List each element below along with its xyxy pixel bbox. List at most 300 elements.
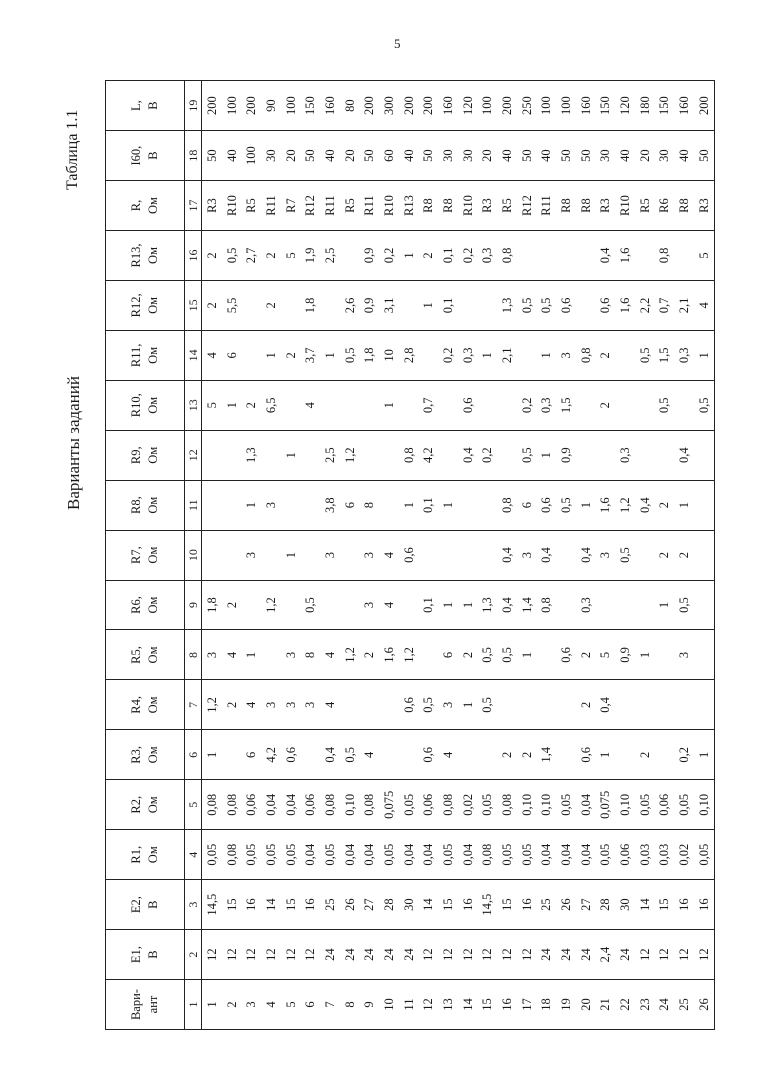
column-number: 10	[185, 530, 202, 580]
table-cell: 0,4	[576, 530, 596, 580]
table-cell: 0,02	[674, 830, 694, 880]
table-cell	[596, 430, 616, 480]
table-cell: 27	[359, 880, 379, 930]
table-row	[635, 81, 655, 1030]
table-cell: 24	[359, 930, 379, 980]
table-cell	[379, 730, 399, 780]
table-cell	[202, 430, 222, 480]
table-cell: 2	[202, 280, 222, 330]
table-cell: 0,1	[418, 480, 438, 530]
table-cell: 0,06	[418, 780, 438, 830]
table-body	[202, 81, 715, 1030]
table-cell: 2,5	[320, 231, 340, 281]
table-cell: 1	[241, 630, 261, 680]
table-cell: 2	[576, 630, 596, 680]
table-cell: 0,04	[556, 830, 576, 880]
column-header	[106, 231, 185, 281]
table-cell: 120	[615, 81, 635, 131]
table-cell: 2	[655, 480, 675, 530]
table-cell	[694, 580, 715, 630]
table-cell: 1	[477, 330, 497, 380]
table-cell: 0,6	[556, 630, 576, 680]
table-cell: 24	[576, 930, 596, 980]
table-cell	[418, 330, 438, 380]
table-cell: R10	[458, 181, 478, 231]
table-row	[655, 81, 675, 1030]
table-cell: 6	[517, 480, 537, 530]
column-number: 15	[185, 280, 202, 330]
table-cell	[300, 480, 320, 530]
column-header	[106, 880, 185, 930]
table-cell: 1	[379, 380, 399, 430]
column-header	[106, 131, 185, 181]
table-cell	[458, 280, 478, 330]
table-cell: 1,4	[517, 580, 537, 630]
table-cell: 2	[281, 330, 301, 380]
table-cell: 0,05	[261, 830, 281, 880]
table-cell: 3	[320, 530, 340, 580]
table-cell: 26	[340, 880, 360, 930]
table-cell: 0,5	[477, 630, 497, 680]
table-cell: 1	[399, 231, 419, 281]
table-cell	[635, 580, 655, 630]
table-cell: 27	[576, 880, 596, 930]
table-cell: 40	[320, 131, 340, 181]
table-cell: R5	[635, 181, 655, 231]
table-cell: 0,08	[477, 830, 497, 880]
table-cell: R13	[399, 181, 419, 231]
table-cell: 100	[537, 81, 557, 131]
table-cell	[222, 430, 242, 480]
table-cell: 26	[694, 980, 715, 1030]
table-cell: 3	[202, 630, 222, 680]
table-cell: 1,6	[379, 630, 399, 680]
table-cell: 0,10	[615, 780, 635, 830]
table-cell: 0,04	[399, 830, 419, 880]
column-header	[106, 830, 185, 880]
table-cell: 0,05	[241, 830, 261, 880]
table-cell	[576, 380, 596, 430]
table-row	[418, 81, 438, 1030]
table-cell: 0,04	[359, 830, 379, 880]
table-cell: 12	[418, 980, 438, 1030]
table-cell: 0,2	[438, 330, 458, 380]
table-cell: 0,6	[399, 680, 419, 730]
table-cell: 14	[635, 880, 655, 930]
table-cell: 8	[359, 480, 379, 530]
table-cell: 3	[241, 530, 261, 580]
table-cell: 0,5	[477, 680, 497, 730]
table-cell: 12	[655, 930, 675, 980]
table-cell: R8	[438, 181, 458, 231]
table-cell: 1,5	[655, 330, 675, 380]
table-cell	[517, 330, 537, 380]
table-cell: 14	[261, 880, 281, 930]
table-cell: 12	[694, 930, 715, 980]
table-cell	[359, 430, 379, 480]
column-header	[106, 181, 185, 231]
table-cell: 4	[694, 280, 715, 330]
table-cell: 0,4	[320, 730, 340, 780]
table-row	[261, 81, 281, 1030]
table-cell: 2,5	[320, 430, 340, 480]
table-cell: 1	[655, 580, 675, 630]
table-cell: 1	[202, 980, 222, 1030]
table-cell: R7	[281, 181, 301, 231]
table-cell: 0,6	[596, 280, 616, 330]
table-cell: 0,05	[202, 830, 222, 880]
column-number: 19	[185, 81, 202, 131]
table-cell	[635, 530, 655, 580]
table-cell: 0,04	[340, 830, 360, 880]
column-header	[106, 330, 185, 380]
table-cell: 2,6	[340, 280, 360, 330]
header-line: R9,	[129, 446, 143, 465]
table-cell: R10	[615, 181, 635, 231]
table-cell	[241, 330, 261, 380]
table-cell: 0,7	[655, 280, 675, 330]
table-cell: 6	[438, 630, 458, 680]
table-cell: 0,05	[635, 780, 655, 830]
table-cell: 14,5	[202, 880, 222, 930]
table-cell: 150	[596, 81, 616, 131]
table-cell	[241, 580, 261, 630]
table-cell: 160	[674, 81, 694, 131]
table-cell	[655, 430, 675, 480]
table-cell: 1	[576, 480, 596, 530]
table-cell: 8	[300, 630, 320, 680]
table-cell: 20	[281, 131, 301, 181]
table-cell: 0,4	[458, 430, 478, 480]
column-number: 17	[185, 181, 202, 231]
table-cell: 0,05	[477, 780, 497, 830]
table-cell: 0,5	[674, 580, 694, 630]
table-cell	[281, 580, 301, 630]
table-cell	[576, 280, 596, 330]
table-cell: 0,3	[615, 430, 635, 480]
table-cell: 0,6	[458, 380, 478, 430]
table-row	[694, 81, 715, 1030]
table-cell: 12	[438, 930, 458, 980]
table-cell	[497, 380, 517, 430]
table-cell: 25	[537, 880, 557, 930]
table-cell	[674, 380, 694, 430]
table-cell: 6	[300, 980, 320, 1030]
table-cell: 3	[556, 330, 576, 380]
table-cell	[694, 530, 715, 580]
table-cell: 1,9	[300, 231, 320, 281]
table-cell: 1	[537, 430, 557, 480]
table-cell: 1,6	[615, 280, 635, 330]
table-cell	[477, 730, 497, 780]
column-number: 2	[185, 930, 202, 980]
table-cell: 4	[379, 580, 399, 630]
table-cell: 1	[241, 480, 261, 530]
table-cell: 0,5	[615, 530, 635, 580]
table-cell: 0,05	[556, 780, 576, 830]
table-cell: 0,8	[497, 480, 517, 530]
table-row	[300, 81, 320, 1030]
column-header	[106, 430, 185, 480]
header-line: E1,	[129, 946, 143, 964]
table-cell	[320, 580, 340, 630]
table-cell: R3	[596, 181, 616, 231]
table-row	[222, 81, 242, 1030]
table-cell: 2,4	[596, 930, 616, 980]
table-cell: 0,04	[281, 780, 301, 830]
table-cell: 5	[596, 630, 616, 680]
table-cell	[477, 480, 497, 530]
table-cell	[300, 530, 320, 580]
header-line: В	[146, 950, 160, 959]
table-cell: 30	[399, 880, 419, 930]
table-cell: 19	[556, 980, 576, 1030]
table-cell: 0,7	[418, 380, 438, 430]
table-cell: 0,02	[458, 780, 478, 830]
table-cell: 0,08	[202, 780, 222, 830]
table-cell	[399, 580, 419, 630]
table-cell: 160	[576, 81, 596, 131]
table-cell: 30	[438, 131, 458, 181]
table-cell: 0,5	[517, 430, 537, 480]
table-cell	[694, 430, 715, 480]
table-cell: 0,03	[655, 830, 675, 880]
table-cell: 0,10	[517, 780, 537, 830]
table-cell: 30	[596, 131, 616, 181]
table-cell: 2	[497, 730, 517, 780]
table-cell	[300, 430, 320, 480]
table-cell: 1,2	[202, 680, 222, 730]
table-cell: 1,3	[497, 280, 517, 330]
table-header	[106, 81, 202, 1030]
table-cell	[438, 430, 458, 480]
table-cell: 0,6	[281, 730, 301, 780]
table-cell: 200	[418, 81, 438, 131]
column-header	[106, 630, 185, 680]
table-row	[458, 81, 478, 1030]
header-line: Ом	[146, 796, 160, 814]
table-row	[241, 81, 261, 1030]
table-cell: 1	[418, 280, 438, 330]
table-cell: 7	[320, 980, 340, 1030]
table-cell: 20	[635, 131, 655, 181]
table-cell: 0,075	[596, 780, 616, 830]
table-cell: 40	[497, 131, 517, 181]
table-row	[359, 81, 379, 1030]
table-cell: 3	[517, 530, 537, 580]
table-cell: 1	[399, 480, 419, 530]
table-row	[615, 81, 635, 1030]
table-cell: 20	[340, 131, 360, 181]
table-cell: 0,04	[458, 830, 478, 880]
table-cell: 1,2	[340, 630, 360, 680]
table-cell: 160	[438, 81, 458, 131]
table-cell: 0,06	[655, 780, 675, 830]
table-row	[537, 81, 557, 1030]
table-cell: R11	[320, 181, 340, 231]
table-cell: 100	[556, 81, 576, 131]
table-cell	[655, 630, 675, 680]
table-cell: 2	[222, 980, 242, 1030]
table-row	[674, 81, 694, 1030]
header-line: Ом	[146, 296, 160, 314]
table-cell: 14	[458, 980, 478, 1030]
table-cell: 0,075	[379, 780, 399, 830]
table-cell: 24	[379, 930, 399, 980]
table-cell: R5	[241, 181, 261, 231]
table-label: Таблица 1.1	[64, 109, 81, 190]
table-cell: 90	[261, 81, 281, 131]
table-cell	[379, 680, 399, 730]
table-row	[596, 81, 616, 1030]
table-cell: 24	[399, 930, 419, 980]
header-line: Ом	[146, 396, 160, 414]
table-cell	[615, 380, 635, 430]
header-line: Ом	[146, 496, 160, 514]
table-cell: 1,5	[556, 380, 576, 430]
table-cell: 0,5	[694, 380, 715, 430]
table-cell: 0,04	[300, 830, 320, 880]
table-cell	[202, 530, 222, 580]
table-cell: R8	[576, 181, 596, 231]
table-cell: 1	[458, 680, 478, 730]
table-cell: 3	[359, 580, 379, 630]
column-number: 7	[185, 680, 202, 730]
table-cell: 30	[458, 131, 478, 181]
table-cell: R8	[418, 181, 438, 231]
table-cell: 15	[281, 880, 301, 930]
table-cell: 4,2	[418, 430, 438, 480]
column-number: 9	[185, 580, 202, 630]
table-cell: 6	[340, 480, 360, 530]
table-cell	[615, 680, 635, 730]
table-cell: 3,8	[320, 480, 340, 530]
header-line: R5,	[129, 646, 143, 664]
table-cell: 4	[300, 380, 320, 430]
table-cell: 50	[418, 131, 438, 181]
table-cell: 12	[222, 930, 242, 980]
table-cell: 0,4	[537, 530, 557, 580]
table-cell: 0,08	[359, 780, 379, 830]
header-line: R6,	[129, 596, 143, 614]
table-cell: 0,6	[537, 480, 557, 530]
table-cell: 10	[379, 330, 399, 380]
table-cell: 3	[300, 680, 320, 730]
table-cell: 0,06	[615, 830, 635, 880]
page-number: 5	[394, 36, 401, 51]
table-cell: 14	[418, 880, 438, 930]
table-cell: 0,2	[458, 231, 478, 281]
table-cell: 21	[596, 980, 616, 1030]
table-cell: 50	[359, 131, 379, 181]
table-cell: 40	[222, 131, 242, 181]
table-cell: 1	[635, 630, 655, 680]
table-cell	[340, 380, 360, 430]
table-cell: R12	[300, 181, 320, 231]
table-cell: 0,04	[576, 830, 596, 880]
table-cell	[674, 231, 694, 281]
table-cell: 50	[556, 131, 576, 181]
table-cell: 11	[399, 980, 419, 1030]
table-cell: 12	[635, 930, 655, 980]
table-cell: 50	[517, 131, 537, 181]
table-cell: 15	[222, 880, 242, 930]
table-cell: 2	[674, 530, 694, 580]
table-cell	[399, 380, 419, 430]
table-cell: 1,6	[615, 231, 635, 281]
table-cell	[261, 530, 281, 580]
table-cell	[261, 430, 281, 480]
table-cell	[340, 231, 360, 281]
table-cell: 1	[537, 330, 557, 380]
table-cell: 30	[615, 880, 635, 930]
table-cell: 0,04	[418, 830, 438, 880]
table-cell: 1	[320, 330, 340, 380]
table-cell	[694, 480, 715, 530]
table-cell: 15	[497, 880, 517, 930]
table-cell: 3	[596, 530, 616, 580]
variants-table-rotated	[105, 80, 715, 1030]
table-cell: 2	[517, 730, 537, 780]
column-header	[106, 280, 185, 330]
table-cell	[497, 680, 517, 730]
table-cell: 2,7	[241, 231, 261, 281]
table-caption: Варианты заданий	[64, 376, 83, 510]
table-cell: R5	[497, 181, 517, 231]
table-cell: 60	[379, 131, 399, 181]
table-cell: 0,2	[477, 430, 497, 480]
table-cell: 0,10	[340, 780, 360, 830]
table-cell: 3	[261, 680, 281, 730]
table-cell: 1,8	[359, 330, 379, 380]
table-cell	[222, 480, 242, 530]
table-cell: 1,3	[241, 430, 261, 480]
column-number-row	[185, 81, 202, 1030]
table-row	[477, 81, 497, 1030]
header-line: R10,	[129, 393, 143, 418]
table-cell	[458, 730, 478, 780]
table-cell: 1,2	[399, 630, 419, 680]
table-cell: 28	[596, 880, 616, 930]
table-cell: 0,05	[497, 830, 517, 880]
table-cell: 12	[281, 930, 301, 980]
column-header	[106, 680, 185, 730]
table-cell: 3	[281, 680, 301, 730]
table-cell: R3	[202, 181, 222, 231]
header-line: В	[146, 900, 160, 909]
table-cell: 5	[281, 231, 301, 281]
table-cell: 0,06	[241, 780, 261, 830]
table-cell: 200	[694, 81, 715, 131]
table-cell: 40	[399, 131, 419, 181]
table-cell: 1	[694, 730, 715, 780]
table-cell	[576, 430, 596, 480]
column-header	[106, 530, 185, 580]
table-cell: 5	[694, 231, 715, 281]
table-cell: 160	[320, 81, 340, 131]
table-cell: 25	[320, 880, 340, 930]
table-cell: 0,2	[379, 231, 399, 281]
table-cell: 20	[477, 131, 497, 181]
table-cell	[300, 730, 320, 780]
header-line: R12,	[129, 293, 143, 318]
table-cell: 16	[694, 880, 715, 930]
table-cell	[556, 231, 576, 281]
table-cell: 6,5	[261, 380, 281, 430]
table-cell: 4	[359, 730, 379, 780]
table-cell	[281, 480, 301, 530]
header-line: Ом	[146, 446, 160, 464]
